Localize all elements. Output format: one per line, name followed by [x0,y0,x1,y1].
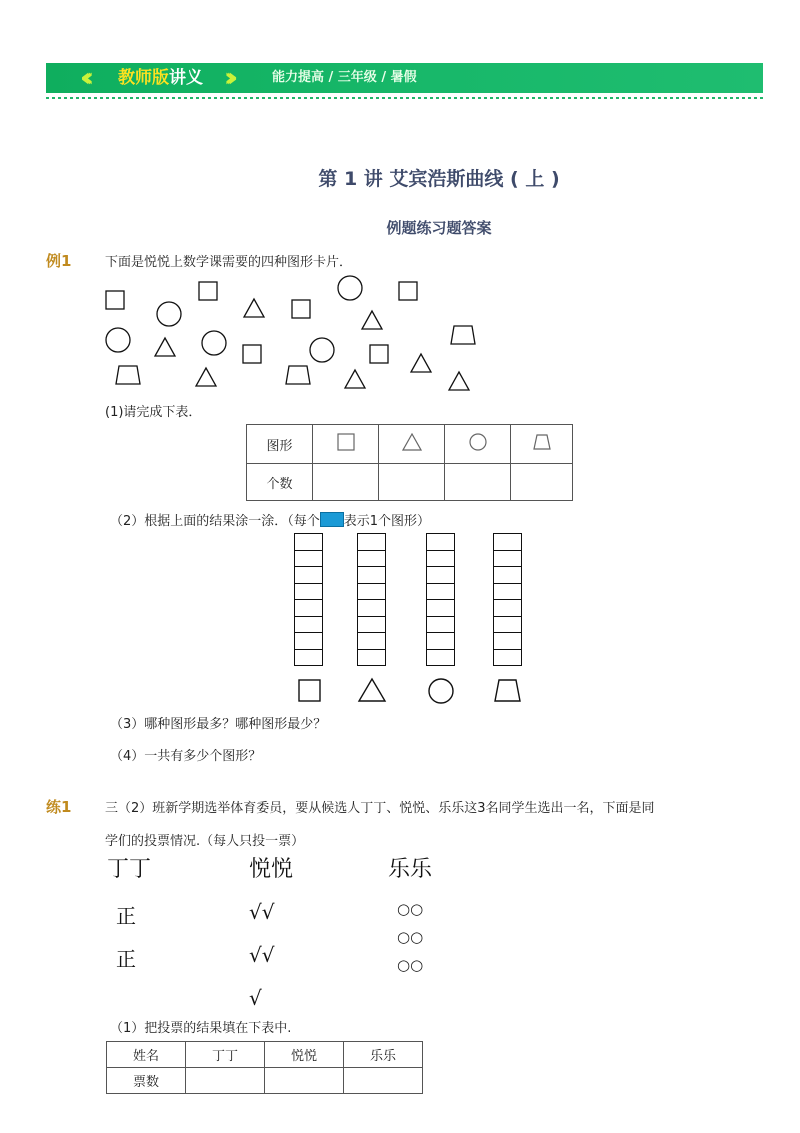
page-subtitle: 例题练习题答案 [386,219,492,237]
square-card [370,345,388,363]
count-cell-triangle[interactable] [379,464,445,501]
circle-mark: ○○ [397,900,424,918]
triangle-card [345,370,365,388]
page-title: 第 1 讲 艾宾浩斯曲线 ( 上 ) [318,168,560,190]
tally-mark: 正 [116,947,136,971]
square-card [243,345,261,363]
vote-table [106,1041,423,1094]
circle-mark: ○○ [397,956,424,974]
triangle-icon [359,679,385,701]
circle-card [310,338,334,362]
trapezoid-icon [495,680,520,701]
circle-card [338,276,362,300]
row-label-count: 个数 [247,464,313,501]
row-label-shape: 图形 [247,425,313,464]
practice-line-1: 三（2）班新学期选举体育委员，要从候选人丁丁、悦悦、乐乐这3名同学生选出一名，下面是同 [105,801,655,816]
chevron-left-icon: ‹‹‹ [80,63,86,93]
count-cell-square[interactable] [313,464,379,501]
square-card [292,300,310,318]
bar-column-circle[interactable] [426,534,455,666]
color-swatch-icon [320,512,344,527]
header-banner [46,63,763,93]
vote-cell-lele[interactable] [344,1068,423,1094]
square-card [106,291,124,309]
check-mark: √√ [249,943,275,967]
question-4: （4）一共有多少个图形？ [110,749,262,764]
trapezoid-card [286,366,310,384]
circle-card [157,302,181,326]
candidate-lele: 乐乐 [388,857,433,882]
bar-axis-shapes [290,676,530,706]
question-3: （3）哪种图形最多？哪种图形最少？ [110,717,327,732]
bar-column-square[interactable] [294,534,323,666]
square-icon [299,680,320,701]
bar-column-trapezoid[interactable] [493,534,522,666]
trapezoid-card [451,326,475,344]
circle-card [106,328,130,352]
triangle-card [155,338,175,356]
triangle-card [411,354,431,372]
vote-header-yueyue: 悦悦 [265,1042,344,1068]
circle-icon [429,679,453,703]
practice-question-1: （1）把投票的结果填在下表中. [110,1021,292,1036]
triangle-card [449,372,469,390]
practice-line-2: 学们的投票情况.（每人只投一票） [105,834,305,849]
practice-tag: 练1 [46,798,72,816]
trapezoid-icon [511,425,573,464]
count-table [246,424,573,501]
trapezoid-card [116,366,140,384]
circle-mark: ○○ [397,928,424,946]
shape-cards [95,272,485,397]
triangle-card [196,368,216,386]
question-1: (1)请完成下表． [105,405,202,420]
candidate-yueyue: 悦悦 [249,857,294,882]
vote-cell-yueyue[interactable] [265,1068,344,1094]
circle-icon [445,425,511,464]
square-icon [313,425,379,464]
triangle-card [244,299,264,317]
count-cell-circle[interactable] [445,464,511,501]
check-mark: √ [249,986,262,1010]
question-2: （2）根据上面的结果涂一涂．（每个 表示1个图形） [110,514,431,529]
triangle-icon [379,425,445,464]
count-cell-trapezoid[interactable] [511,464,573,501]
dotted-divider [46,97,763,99]
brand-title: 教师版讲义 [118,68,203,88]
vote-header-lele: 乐乐 [344,1042,423,1068]
example-tag: 例1 [46,252,72,270]
chevron-right-icon: ››› [224,63,230,93]
bar-column-triangle[interactable] [357,534,386,666]
candidate-dingding: 丁丁 [107,857,152,882]
square-card [399,282,417,300]
triangle-card [362,311,382,329]
square-card [199,282,217,300]
vote-cell-dingding[interactable] [186,1068,265,1094]
check-mark: √√ [249,900,275,924]
breadcrumb: 能力提高 / 三年级 / 暑假 [272,70,417,85]
circle-card [202,331,226,355]
vote-header-name: 姓名 [107,1042,186,1068]
vote-row-label: 票数 [107,1068,186,1094]
tally-mark: 正 [116,904,136,928]
example-intro: 下面是悦悦上数学课需要的四种图形卡片． [105,255,353,270]
vote-header-dingding: 丁丁 [186,1042,265,1068]
